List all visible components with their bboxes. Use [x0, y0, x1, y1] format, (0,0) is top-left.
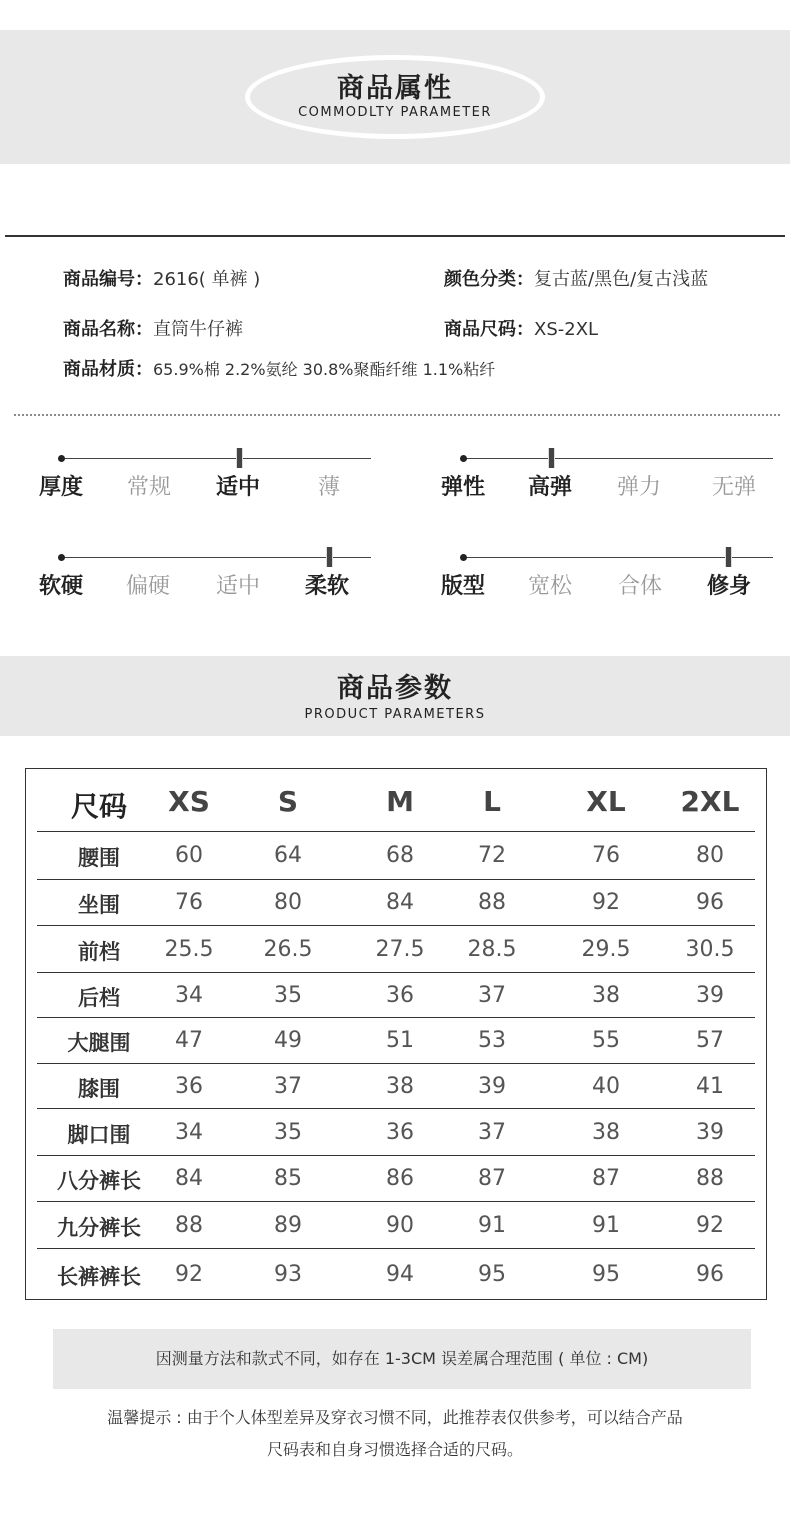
size-table-row-label: 坐围	[78, 893, 120, 917]
slider-elasticity	[441, 452, 783, 522]
slider-track	[463, 458, 773, 459]
size-table-cell: 91	[592, 1212, 620, 1238]
attr-material-key: 商品材质：	[63, 359, 153, 380]
size-table-cell: 36	[386, 1119, 414, 1145]
size-table-cell: 85	[274, 1166, 302, 1191]
size-table-row-label: 膝围	[78, 1076, 120, 1101]
slider-start-dot	[58, 455, 65, 462]
size-table-cell: 49	[274, 1028, 302, 1053]
slider-option: 偏硬	[125, 574, 171, 599]
table-row-divider	[37, 831, 755, 832]
attr-name-value: 直筒牛仔裤	[153, 319, 243, 340]
size-table-cell: 30.5	[685, 936, 735, 962]
size-table-cell: 38	[386, 1073, 414, 1099]
slider-category: 软硬	[39, 574, 84, 599]
slider-marker	[725, 547, 732, 567]
size-table-cell: 96	[696, 890, 724, 915]
size-table-cell: 80	[696, 843, 724, 868]
table-row-divider	[37, 1248, 755, 1249]
size-table-cell: 64	[274, 843, 302, 868]
size-table-cell: 57	[696, 1028, 724, 1053]
size-table-cell: 47	[175, 1028, 203, 1053]
parameters-title: 商品参数	[337, 673, 453, 704]
attr-color-key: 颜色分类：	[444, 269, 534, 290]
slider-category: 厚度	[39, 475, 84, 500]
size-table-cell: 51	[386, 1028, 414, 1053]
size-table-cell: 53	[478, 1028, 506, 1053]
size-table-cell: 37	[274, 1073, 302, 1099]
size-table-cell: 38	[592, 1119, 620, 1145]
size-table-row-label: 九分裤长	[57, 1215, 141, 1240]
slider-softness	[39, 551, 381, 621]
attr-size	[444, 315, 598, 341]
divider-solid	[5, 235, 785, 237]
size-table-row-label: 脚口围	[67, 1122, 131, 1147]
size-table-cell: 88	[478, 890, 506, 915]
slider-start-dot	[58, 554, 65, 561]
size-table-header-cell: S	[277, 785, 299, 818]
size-table-cell: 76	[592, 843, 620, 868]
slider-start-dot	[460, 554, 467, 561]
size-table-cell: 95	[478, 1261, 506, 1287]
size-table-cell: 40	[592, 1073, 620, 1099]
size-table-cell: 88	[175, 1212, 203, 1238]
slider-fit	[441, 551, 783, 621]
size-table-row-label: 前档	[78, 939, 120, 964]
attr-name	[63, 315, 243, 341]
slider-option-selected: 修身	[706, 574, 752, 599]
size-table-cell: 94	[386, 1261, 414, 1287]
size-table-cell: 39	[696, 1119, 724, 1145]
size-table-cell: 87	[592, 1166, 620, 1191]
attr-size-key: 商品尺码：	[444, 319, 534, 340]
size-table-cell: 38	[592, 982, 620, 1008]
size-table-row-label: 腰围	[78, 846, 120, 870]
divider-dotted	[14, 414, 780, 416]
size-table-header	[26, 769, 766, 831]
slider-marker	[548, 448, 555, 468]
size-table-cell: 37	[478, 1119, 506, 1145]
size-table-cell: 76	[175, 890, 203, 915]
size-table-cell: 41	[696, 1073, 724, 1099]
slider-option: 常规	[126, 475, 172, 500]
slider-option: 弹力	[616, 475, 662, 500]
slider-category: 弹性	[441, 475, 486, 500]
size-table	[25, 768, 767, 1300]
size-table-cell: 86	[386, 1166, 414, 1191]
size-table-cell: 84	[386, 890, 414, 915]
size-table-cell: 92	[696, 1212, 724, 1238]
tip-line-1: 温馨提示 : 由于个人体型差异及穿衣习惯不同，此推荐表仅供参考，可以结合产品	[107, 1408, 683, 1427]
attr-item-no-key: 商品编号：	[63, 269, 153, 290]
size-table-cell: 90	[386, 1212, 414, 1238]
size-table-cell: 72	[478, 843, 506, 868]
size-table-cell: 34	[175, 982, 203, 1008]
size-table-cell: 88	[696, 1166, 724, 1191]
size-table-row-label: 长裤裤长	[57, 1264, 141, 1289]
attr-item-no-value: 2616( 单裤 )	[153, 269, 261, 290]
attr-material	[63, 355, 495, 381]
size-table-cell: 92	[592, 890, 620, 915]
parameters-subtitle: PRODUCT PARAMETERS	[304, 707, 486, 722]
size-table-cell: 36	[175, 1073, 203, 1099]
table-row-divider	[37, 1017, 755, 1018]
size-table-header-cell: L	[483, 785, 501, 818]
size-table-cell: 34	[175, 1119, 203, 1145]
size-table-header-cell: 2XL	[680, 785, 740, 818]
size-table-row-label: 后档	[78, 985, 120, 1010]
attr-color	[444, 265, 708, 291]
table-row-divider	[37, 879, 755, 880]
slider-thickness	[39, 452, 381, 522]
size-table-cell: 93	[274, 1261, 302, 1287]
tip-line-2: 尺码表和自身习惯选择合适的尺码。	[266, 1440, 523, 1459]
size-table-cell: 37	[478, 982, 506, 1008]
slider-category: 版型	[441, 574, 486, 599]
size-table-cell: 95	[592, 1261, 620, 1287]
size-table-cell: 87	[478, 1166, 506, 1191]
slider-start-dot	[460, 455, 467, 462]
size-table-cell: 26.5	[263, 936, 313, 962]
size-table-row-label: 大腿围	[67, 1031, 131, 1055]
size-table-cell: 55	[592, 1028, 620, 1053]
size-table-cell: 68	[386, 843, 414, 868]
slider-option: 薄	[317, 475, 341, 500]
slider-option: 合体	[617, 574, 663, 599]
slider-track	[61, 557, 371, 558]
size-table-cell: 89	[274, 1212, 302, 1238]
size-table-cell: 80	[274, 890, 302, 915]
slider-option-selected: 高弹	[527, 475, 573, 500]
size-table-cell: 29.5	[581, 936, 631, 962]
slider-option: 宽松	[527, 574, 573, 599]
slider-option-selected: 适中	[215, 475, 261, 500]
slider-track	[61, 458, 371, 459]
attributes-subtitle: COMMODLTY PARAMETER	[298, 105, 492, 120]
size-table-header-cell: 尺码	[70, 790, 128, 823]
size-table-cell: 28.5	[467, 936, 517, 962]
size-table-cell: 25.5	[164, 936, 214, 962]
table-row-divider	[37, 1155, 755, 1156]
table-row-divider	[37, 1108, 755, 1109]
slider-option-selected: 柔软	[304, 574, 350, 599]
size-table-cell: 84	[175, 1166, 203, 1191]
table-row-divider	[37, 1201, 755, 1202]
slider-marker	[326, 547, 333, 567]
size-table-header-cell: M	[386, 785, 414, 818]
size-table-cell: 27.5	[375, 936, 425, 962]
table-row-divider	[37, 1063, 755, 1064]
size-table-row-label: 八分裤长	[57, 1169, 141, 1193]
attr-name-key: 商品名称：	[63, 319, 153, 340]
size-table-cell: 39	[478, 1073, 506, 1099]
attr-material-value: 65.9%棉 2.2%氨纶 30.8%聚酯纤维 1.1%粘纤	[153, 360, 496, 379]
size-table-cell: 35	[274, 1119, 302, 1145]
table-row-divider	[37, 972, 755, 973]
size-table-cell: 91	[478, 1212, 506, 1238]
size-table-cell: 60	[175, 843, 203, 868]
size-table-cell: 39	[696, 982, 724, 1008]
size-table-header-cell: XL	[586, 785, 626, 818]
size-table-cell: 96	[696, 1261, 724, 1287]
size-table-header-cell: XS	[168, 785, 210, 818]
size-table-cell: 92	[175, 1261, 203, 1287]
attr-color-value: 复古蓝/黑色/复古浅蓝	[534, 269, 709, 290]
attr-size-value: XS-2XL	[534, 319, 599, 340]
slider-marker	[236, 448, 243, 468]
attr-item-no	[63, 265, 260, 291]
size-table-cell: 35	[274, 982, 302, 1008]
table-row-divider	[37, 925, 755, 926]
measurement-note: 因测量方法和款式不同，如存在 1-3CM 误差属合理范围 ( 单位 : CM)	[53, 1329, 751, 1389]
slider-option: 适中	[215, 574, 261, 599]
tip-note	[60, 1402, 730, 1466]
slider-option: 无弹	[711, 475, 757, 500]
size-table-cell: 36	[386, 982, 414, 1008]
attributes-title: 商品属性	[337, 73, 453, 104]
